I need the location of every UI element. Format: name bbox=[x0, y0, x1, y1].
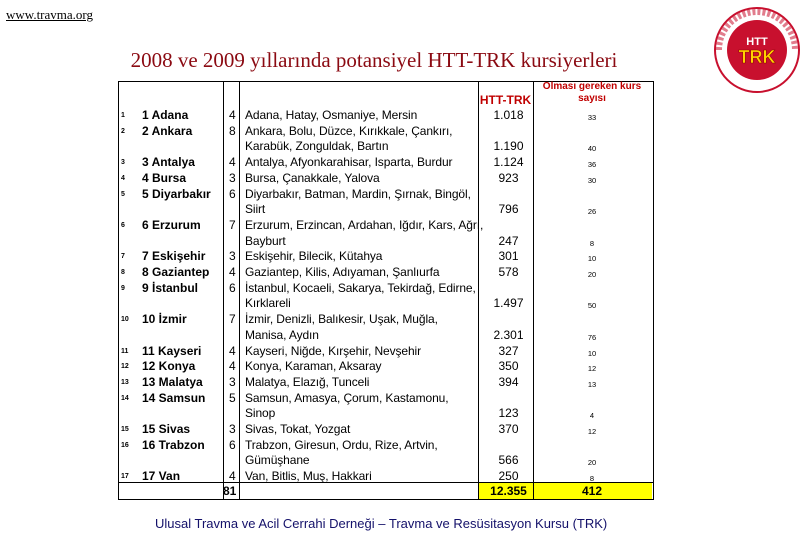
site-url-link[interactable]: www.travma.org bbox=[6, 7, 94, 22]
row-index: 2 bbox=[121, 127, 125, 135]
row-index: 8 bbox=[121, 269, 125, 276]
required-course-count: 4 bbox=[589, 411, 595, 421]
province-list-line: Manisa, Aydın bbox=[245, 327, 319, 342]
required-course-count: 30 bbox=[587, 175, 597, 185]
htt-trk-value: 1.497 bbox=[493, 296, 524, 311]
region-name: 17 Van bbox=[142, 469, 181, 484]
row-index: 7 bbox=[121, 253, 125, 261]
table-column-divider bbox=[118, 81, 119, 500]
province-list-line: Karabük, Zonguldak, Bartın bbox=[245, 139, 389, 154]
kursiyer-table bbox=[118, 81, 654, 500]
province-list-line: Sinop bbox=[245, 406, 276, 421]
province-list-line: Konya, Karaman, Aksaray bbox=[245, 359, 382, 374]
province-list-line: Sivas, Tokat, Yozgat bbox=[245, 422, 351, 436]
svg-text:TRK: TRK bbox=[738, 47, 776, 67]
province-list-line: Bayburt bbox=[245, 233, 286, 248]
row-index: 13 bbox=[121, 378, 129, 386]
htt-trk-value: 923 bbox=[498, 170, 519, 185]
row-index: 9 bbox=[121, 284, 125, 292]
htt-trk-value: 370 bbox=[498, 422, 519, 436]
table-border bbox=[118, 499, 654, 500]
htt-trk-value: 1.190 bbox=[493, 139, 524, 154]
province-list-line: Erzurum, Erzincan, Ardahan, Iğdır, Kars, Ağrı, bbox=[245, 217, 484, 232]
footer-caption: Ulusal Travma ve Acil Cerrahi Derneği – Travma ve Resüsitasyon Kursu (TRK) bbox=[155, 516, 608, 531]
province-count: 4 bbox=[229, 265, 236, 279]
htt-trk-value: 250 bbox=[498, 469, 519, 484]
total-required-courses: 412 bbox=[581, 484, 603, 498]
province-list-line: Trabzon, Giresun, Ordu, Rize, Artvin, bbox=[245, 437, 438, 452]
htt-trk-value: 578 bbox=[498, 265, 519, 279]
province-list-line: Diyarbakır, Batman, Mardin, Şırnak, Bingöl, bbox=[245, 186, 471, 201]
required-course-count: 26 bbox=[587, 207, 597, 217]
required-course-count: 50 bbox=[587, 301, 597, 311]
province-count: 3 bbox=[229, 422, 236, 436]
region-name: 2 Ankara bbox=[142, 123, 193, 138]
total-htt-trk: 12.355 bbox=[490, 484, 527, 498]
region-name: 12 Konya bbox=[142, 359, 196, 374]
province-list-line: İzmir, Denizli, Balıkesir, Uşak, Muğla, bbox=[245, 312, 438, 327]
row-index: 15 bbox=[121, 426, 129, 433]
province-list-line: Adana, Hatay, Osmaniye, Mersin bbox=[245, 108, 418, 122]
required-course-count: 10 bbox=[587, 348, 597, 358]
required-course-count: 20 bbox=[587, 458, 597, 468]
htt-trk-value: 796 bbox=[498, 202, 519, 217]
province-count: 4 bbox=[229, 469, 236, 484]
required-course-count: 40 bbox=[587, 144, 597, 154]
row-index: 17 bbox=[121, 473, 129, 481]
required-course-count: 8 bbox=[589, 238, 595, 248]
region-name: 13 Malatya bbox=[142, 374, 203, 389]
header-htt-trk: HTT-TRK bbox=[479, 93, 532, 107]
region-name: 16 Trabzon bbox=[142, 437, 205, 452]
province-list-line: Bursa, Çanakkale, Yalova bbox=[245, 170, 380, 185]
row-index: 3 bbox=[121, 159, 125, 167]
province-list-line: Gümüşhane bbox=[245, 453, 310, 468]
province-list-line: Malatya, Elazığ, Tunceli bbox=[245, 374, 370, 389]
province-list-line: Antalya, Afyonkarahisar, Isparta, Burdur bbox=[245, 155, 453, 170]
region-name: 5 Diyarbakır bbox=[142, 186, 211, 201]
htt-trk-value: 566 bbox=[498, 453, 519, 468]
region-name: 8 Gaziantep bbox=[142, 265, 210, 279]
province-list-line: Samsun, Amasya, Çorum, Kastamonu, bbox=[245, 390, 449, 405]
province-count: 4 bbox=[229, 359, 236, 374]
province-count: 3 bbox=[229, 374, 236, 389]
required-course-count: 12 bbox=[587, 364, 597, 374]
header-required-courses: Olması gereken kurs sayısı bbox=[542, 81, 642, 104]
htt-trk-value: 2.301 bbox=[493, 327, 524, 342]
region-name: 4 Bursa bbox=[142, 170, 187, 185]
htt-trk-value: 327 bbox=[498, 343, 519, 358]
row-index: 10 bbox=[121, 316, 129, 324]
htt-trk-logo bbox=[711, 5, 803, 95]
htt-trk-value: 123 bbox=[498, 406, 519, 421]
province-list-line: Eskişehir, Bilecik, Kütahya bbox=[245, 249, 383, 264]
row-index: 12 bbox=[121, 363, 129, 371]
required-course-count: 8 bbox=[589, 474, 595, 484]
required-course-count: 76 bbox=[587, 332, 597, 342]
province-count: 6 bbox=[229, 280, 236, 295]
province-count: 4 bbox=[229, 108, 236, 122]
table-column-divider bbox=[239, 81, 240, 500]
required-course-count: 12 bbox=[587, 427, 597, 436]
province-count: 4 bbox=[229, 155, 236, 170]
required-course-count: 10 bbox=[587, 254, 597, 264]
region-name: 15 Sivas bbox=[142, 422, 191, 436]
row-index: 5 bbox=[121, 190, 125, 198]
province-list-line: Kırklareli bbox=[245, 296, 291, 311]
row-index: 4 bbox=[121, 174, 125, 182]
region-name: 3 Antalya bbox=[142, 155, 195, 170]
region-name: 14 Samsun bbox=[142, 390, 206, 405]
page-title: 2008 ve 2009 yıllarında potansiyel HTT-TRK kursiyerleri bbox=[130, 48, 618, 72]
svg-text:HTT: HTT bbox=[746, 36, 768, 48]
region-name: 7 Eskişehir bbox=[142, 249, 206, 264]
province-list-line: Van, Bitlis, Muş, Hakkari bbox=[245, 469, 372, 484]
table-column-divider bbox=[223, 81, 224, 500]
required-course-count: 13 bbox=[587, 379, 597, 389]
region-name: 10 İzmir bbox=[142, 312, 187, 327]
province-count: 4 bbox=[229, 343, 236, 358]
htt-trk-value: 1.018 bbox=[493, 108, 524, 122]
region-name: 1 Adana bbox=[142, 108, 189, 122]
required-course-count: 36 bbox=[587, 160, 597, 170]
htt-trk-value: 394 bbox=[498, 374, 519, 389]
province-count: 5 bbox=[229, 390, 236, 405]
province-list-line: Kayseri, Niğde, Kırşehir, Nevşehir bbox=[245, 343, 422, 358]
province-count: 7 bbox=[229, 217, 236, 232]
htt-trk-value: 301 bbox=[498, 249, 519, 264]
province-list-line: Ankara, Bolu, Düzce, Kırıkkale, Çankırı, bbox=[245, 123, 453, 138]
total-province-count: 81 bbox=[223, 484, 237, 498]
row-index: 16 bbox=[121, 441, 129, 449]
province-count: 6 bbox=[229, 186, 236, 201]
row-index: 6 bbox=[121, 221, 125, 229]
province-count: 7 bbox=[229, 312, 236, 327]
row-index: 14 bbox=[121, 394, 129, 402]
province-list-line: Siirt bbox=[245, 202, 266, 217]
table-column-divider bbox=[478, 81, 479, 500]
table-column-divider bbox=[653, 81, 654, 500]
province-count: 3 bbox=[229, 170, 236, 185]
required-course-count: 20 bbox=[587, 270, 597, 279]
htt-trk-value: 247 bbox=[498, 233, 519, 248]
region-name: 6 Erzurum bbox=[142, 217, 201, 232]
htt-trk-value: 350 bbox=[498, 359, 519, 374]
province-list-line: İstanbul, Kocaeli, Sakarya, Tekirdağ, Edirne, bbox=[245, 280, 476, 295]
region-name: 9 İstanbul bbox=[142, 280, 199, 295]
region-name: 11 Kayseri bbox=[142, 343, 202, 358]
required-course-count: 33 bbox=[587, 113, 597, 122]
htt-trk-value: 1.124 bbox=[493, 155, 524, 170]
province-count: 6 bbox=[229, 437, 236, 452]
province-count: 3 bbox=[229, 249, 236, 264]
province-list-line: Gaziantep, Kilis, Adıyaman, Şanlıurfa bbox=[245, 265, 440, 279]
province-count: 8 bbox=[229, 123, 236, 138]
row-index: 1 bbox=[121, 112, 125, 119]
row-index: 11 bbox=[121, 347, 129, 355]
